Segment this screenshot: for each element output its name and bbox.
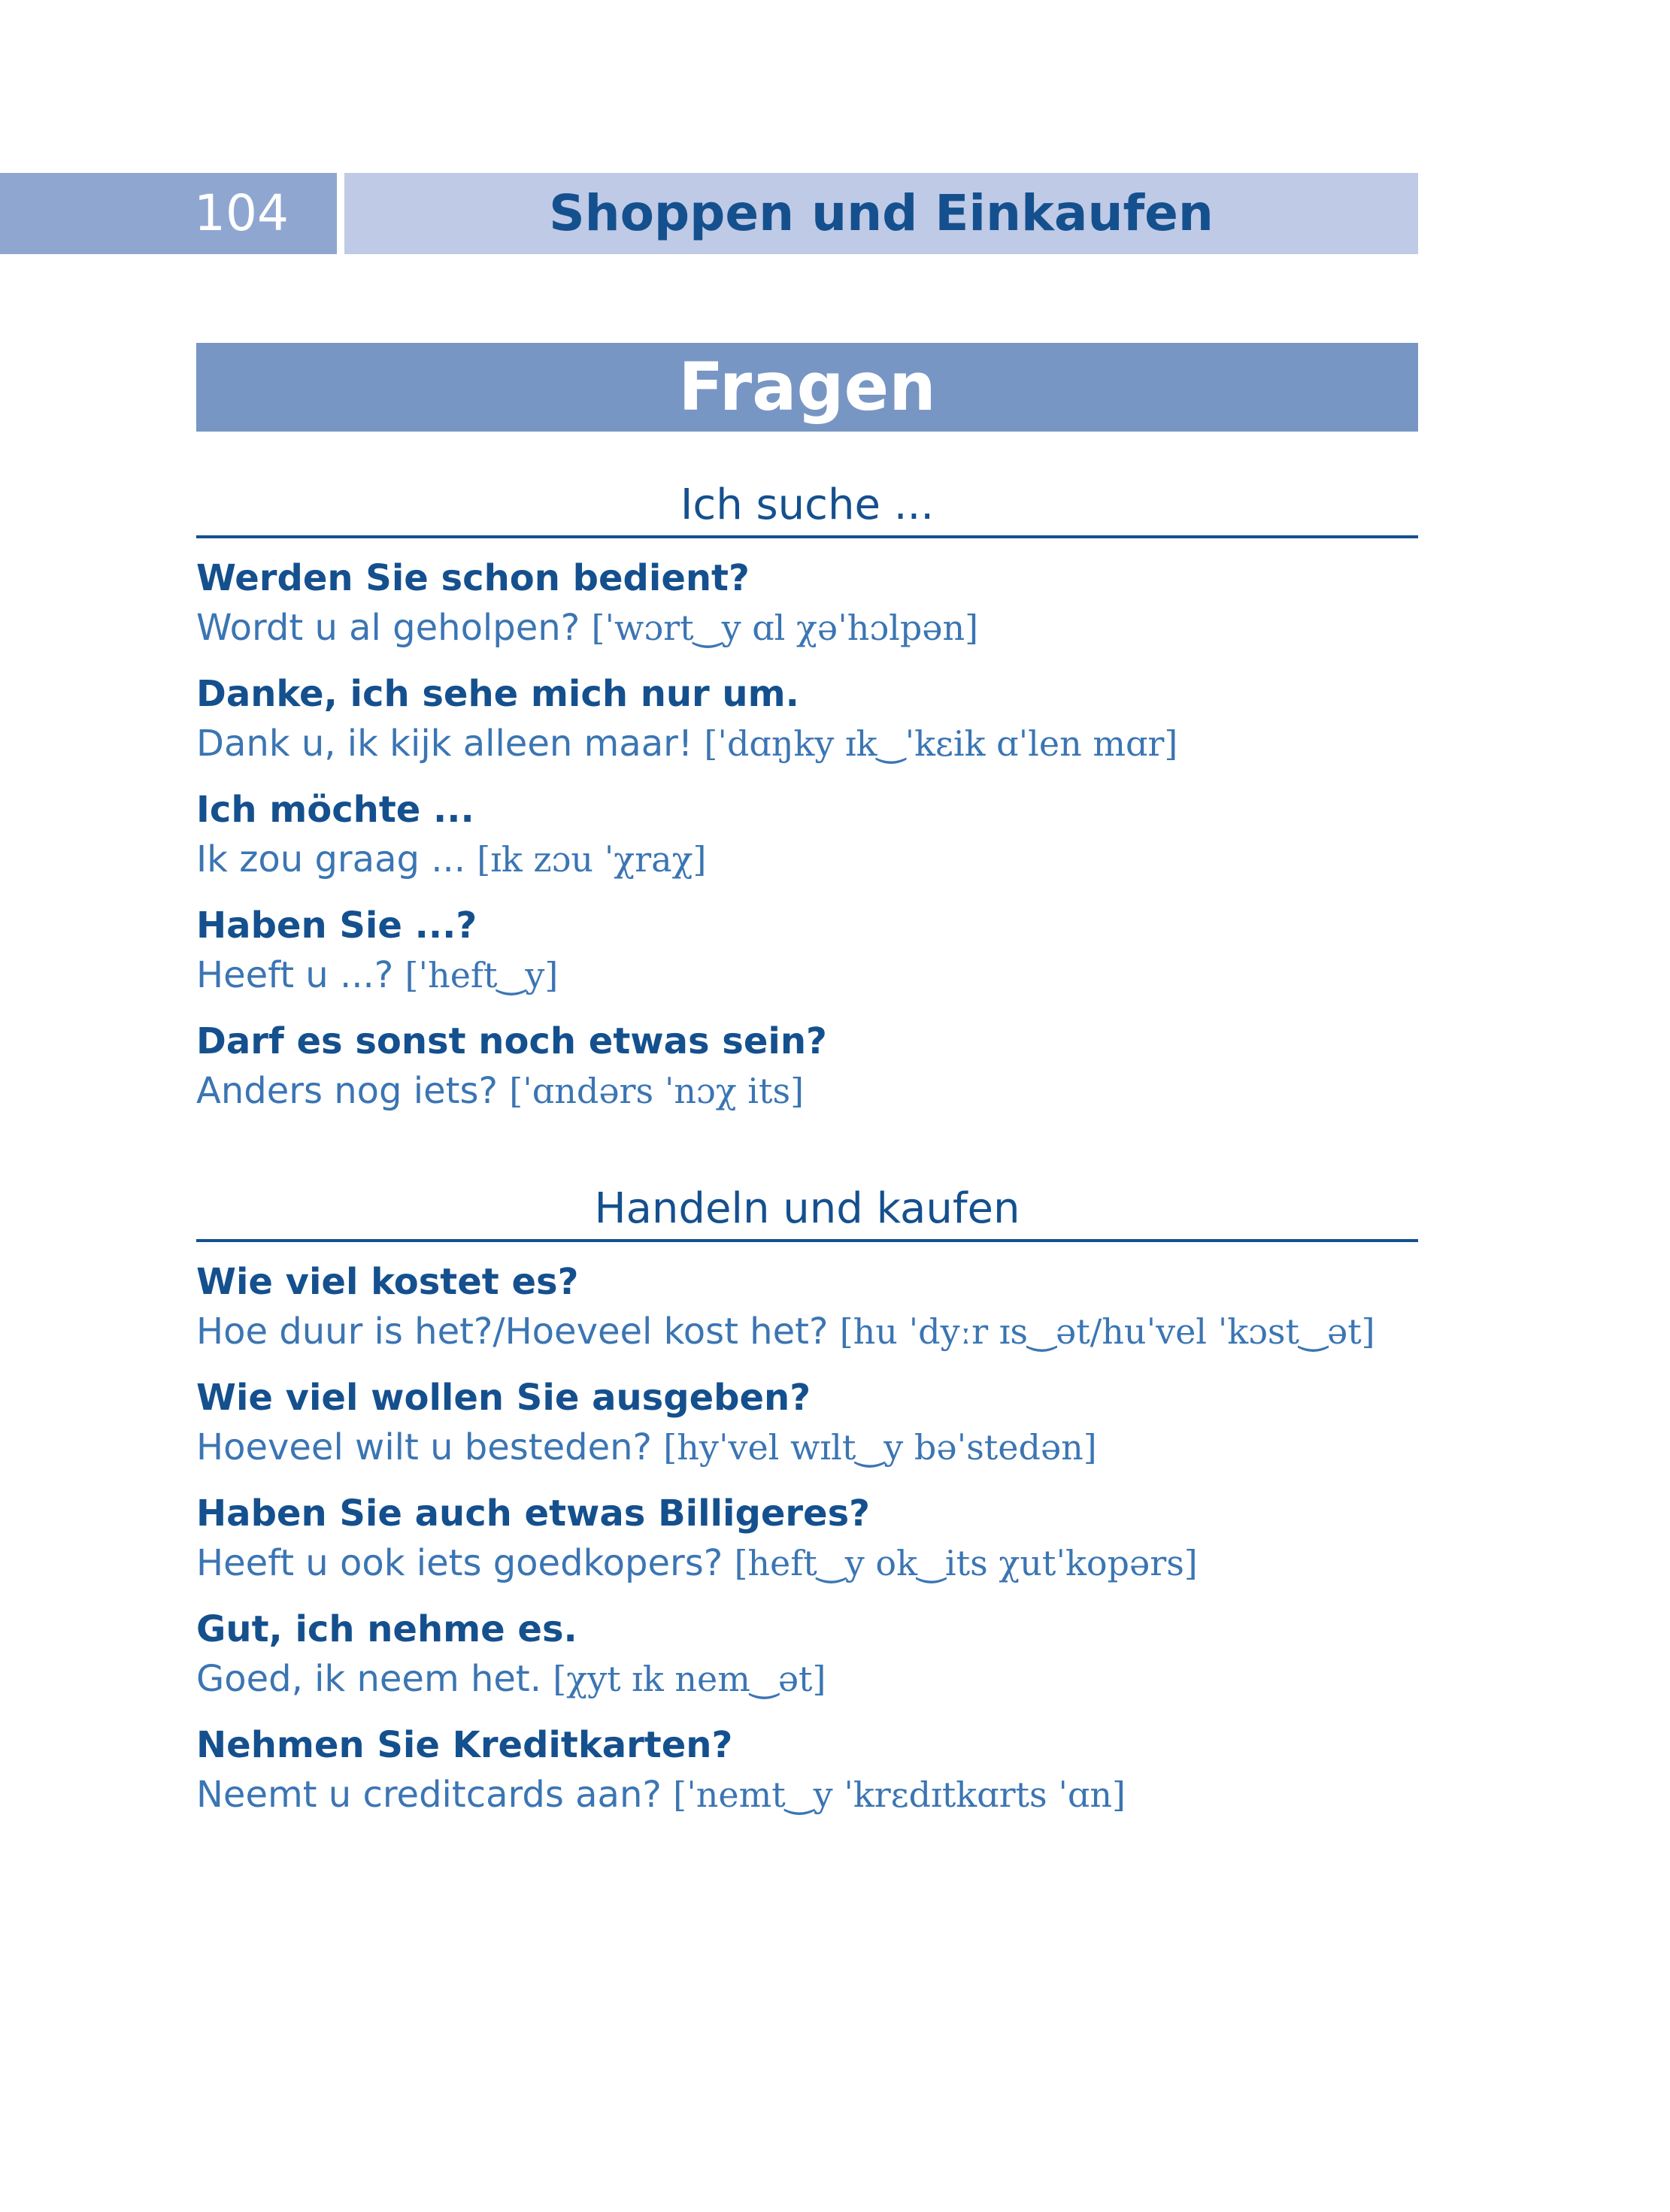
german-phrase: Danke, ich sehe mich nur um. xyxy=(196,673,799,715)
phrase-entry xyxy=(196,1720,1418,1820)
pronunciation: [hyˈvel wɪlt‿y bəˈstedən] xyxy=(663,1427,1097,1468)
dutch-text: Goed, ik neem het. xyxy=(196,1658,541,1700)
pronunciation: [ˈnemt‿y ˈkrɛdɪtkɑrts ˈɑn] xyxy=(673,1774,1126,1815)
pronunciation: [ˈdɑŋky ɪk‿ˈkɛik ɑˈlen mɑr] xyxy=(704,723,1178,764)
phrase-entry xyxy=(196,1373,1418,1472)
dutch-phrase xyxy=(196,950,1418,1000)
phrase-entry xyxy=(196,901,1418,1000)
german-phrase: Haben Sie auch etwas Billigeres? xyxy=(196,1492,871,1535)
dutch-text: Wordt u al geholpen? xyxy=(196,607,580,649)
phrase-entry xyxy=(196,1489,1418,1588)
german-phrase: Haben Sie ...? xyxy=(196,904,477,947)
dutch-phrase xyxy=(196,1423,1418,1472)
dutch-phrase xyxy=(196,1307,1418,1356)
dutch-phrase xyxy=(196,1066,1418,1116)
dutch-text: Dank u, ik kijk alleen maar! xyxy=(196,723,693,765)
phrase-entry xyxy=(196,785,1418,884)
subsection-handeln-und-kaufen xyxy=(196,1179,1418,1836)
phrase-entry xyxy=(196,1604,1418,1704)
phrase-entry xyxy=(196,669,1418,768)
subsection-ich-suche xyxy=(196,475,1418,1132)
dutch-phrase xyxy=(196,719,1418,768)
subsection-heading: Ich suche ... xyxy=(196,475,1418,538)
pronunciation: [ɪk zɔu ˈχraχ] xyxy=(477,839,707,880)
pronunciation: [hu ˈdyːr ɪs‿ət/huˈvel ˈkɔst‿ət] xyxy=(839,1311,1375,1352)
pronunciation: [χyt ɪk nem‿ət] xyxy=(553,1659,826,1699)
german-phrase: Darf es sonst noch etwas sein? xyxy=(196,1020,827,1062)
dutch-phrase xyxy=(196,1654,1418,1704)
phrase-entry xyxy=(196,1017,1418,1116)
dutch-phrase xyxy=(196,603,1418,653)
pronunciation: [ˈwɔrt‿y ɑl χəˈhɔlpən] xyxy=(591,608,979,648)
german-phrase: Nehmen Sie Kreditkarten? xyxy=(196,1724,733,1766)
page-number: 104 xyxy=(0,173,337,254)
section-title: Fragen xyxy=(196,343,1418,432)
pronunciation: [ˈheft‿y] xyxy=(405,955,559,995)
german-phrase: Werden Sie schon bedient? xyxy=(196,557,750,599)
dutch-phrase xyxy=(196,1538,1418,1588)
subsection-heading: Handeln und kaufen xyxy=(196,1179,1418,1242)
phrase-entry xyxy=(196,1257,1418,1356)
dutch-phrase xyxy=(196,1770,1418,1820)
dutch-text: Heeft u ...? xyxy=(196,954,394,996)
german-phrase: Wie viel kostet es? xyxy=(196,1261,579,1303)
pronunciation: [heft‿y ok‿its χutˈkopərs] xyxy=(734,1543,1198,1583)
dutch-phrase xyxy=(196,835,1418,884)
pronunciation: [ˈɑndərs ˈnɔχ its] xyxy=(509,1071,805,1111)
dutch-text: Ik zou graag ... xyxy=(196,838,465,880)
german-phrase: Ich möchte ... xyxy=(196,789,474,831)
dutch-text: Anders nog iets? xyxy=(196,1070,498,1112)
phrase-entry xyxy=(196,553,1418,653)
dutch-text: Hoe duur is het?/Hoeveel kost het? xyxy=(196,1311,829,1353)
german-phrase: Gut, ich nehme es. xyxy=(196,1608,577,1650)
german-phrase: Wie viel wollen Sie ausgeben? xyxy=(196,1377,811,1419)
dutch-text: Heeft u ook iets goedkopers? xyxy=(196,1542,723,1584)
dutch-text: Hoeveel wilt u besteden? xyxy=(196,1426,652,1468)
chapter-title: Shoppen und Einkaufen xyxy=(344,173,1418,254)
dutch-text: Neemt u creditcards aan? xyxy=(196,1774,662,1816)
